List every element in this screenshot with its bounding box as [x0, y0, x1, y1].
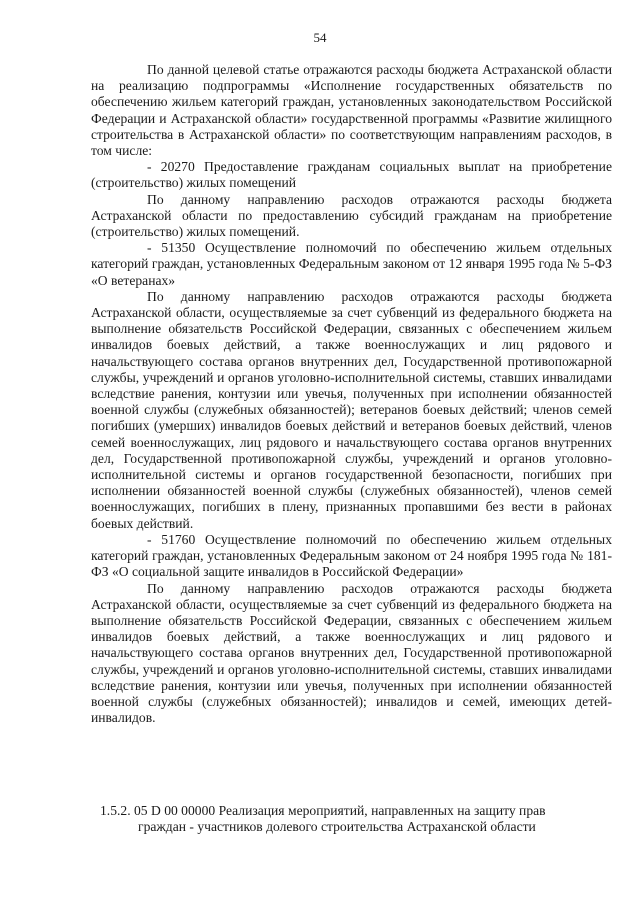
section-heading-line-1: 1.5.2. 05 D 00 00000 Реализация мероприятий, направленных на защиту прав: [100, 803, 546, 818]
list-item-20270: - 20270 Предоставление гражданам социальных выплат на приобретение (строительство) жилых помещений: [91, 159, 612, 191]
section-heading-line-2: граждан - участников долевого строительства Астраханской области: [138, 819, 536, 835]
list-item-51760: - 51760 Осуществление полномочий по обеспечению жильем отдельных категорий граждан, установленных Федеральным законом от 24 ноября 1995 года № 181-ФЗ «О социальной защите инвалидов в Российской Федерации»: [91, 531, 612, 580]
paragraph-51350-description: По данному направлению расходов отражаются расходы бюджета Астраханской области, осуществляемые за счет субвенций из федерального бюджета на выполнение обязательств Российской Федерации, связанных с обеспечением жильем инвалидов боевых действий, а также военнослужащих и лиц рядового и начальствующего состава органов внутренних дел, Государственной противопожарной службы, учреждений и органов уголовно-исполнительной системы, ставших инвалидами вследствие ранения, контузии или увечья, полученных при исполнении обязанностей военной службы (служебных обязанностей); ветеранов боевых действий; членов семей погибших (умерших) инвалидов боевых действий и ветеранов боевых действий, членов семей военнослужащих, лиц рядового и начальствующего состава органов внутренних дел, Государственной противопожарной службы, учреждений и органов уголовно-исполнительной системы и органов государственной безопасности, погибших при исполнении обязанностей военной службы (служебных обязанностей), членов семей военнослужащих, погибших в плену, признанных пропавшими без вести в районах боевых действий.: [91, 288, 612, 531]
page-number: 54: [313, 30, 327, 45]
document-body: [91, 62, 612, 726]
list-item-51350: - 51350 Осуществление полномочий по обеспечению жильем отдельных категорий граждан, установленных Федеральным законом от 12 января 1995 года № 5-ФЗ «О ветеранах»: [91, 240, 612, 288]
section-heading: [100, 803, 600, 835]
paragraph-intro: По данной целевой статье отражаются расходы бюджета Астраханской области на реализацию подпрограммы «Исполнение государственных обязательств по обеспечению жильем категорий граждан, установленных законодательством Российской Федерации и Астраханской области» государственной программы «Развитие жилищного строительства в Астраханской области» по соответствующим направлениям расходов, в том числе:: [91, 62, 612, 159]
paragraph-51760-description: По данному направлению расходов отражаются расходы бюджета Астраханской области, осуществляемые за счет субвенций из федерального бюджета на выполнение обязательств Российской Федерации, связанных с обеспечением жильем инвалидов боевых действий, а также военнослужащих и лиц рядового и начальствующего состава органов внутренних дел, Государственной противопожарной службы, учреждений и органов уголовно-исполнительной системы, ставших инвалидами вследствие ранения, контузии или увечья, полученных при исполнении обязанностей военной службы (служебных обязанностей); инвалидов и семей, имеющих детей-инвалидов.: [91, 580, 612, 726]
paragraph-20270-description: По данному направлению расходов отражаются расходы бюджета Астраханской области по предоставлению субсидий гражданам на приобретение (строительство) жилых помещений.: [91, 191, 612, 240]
